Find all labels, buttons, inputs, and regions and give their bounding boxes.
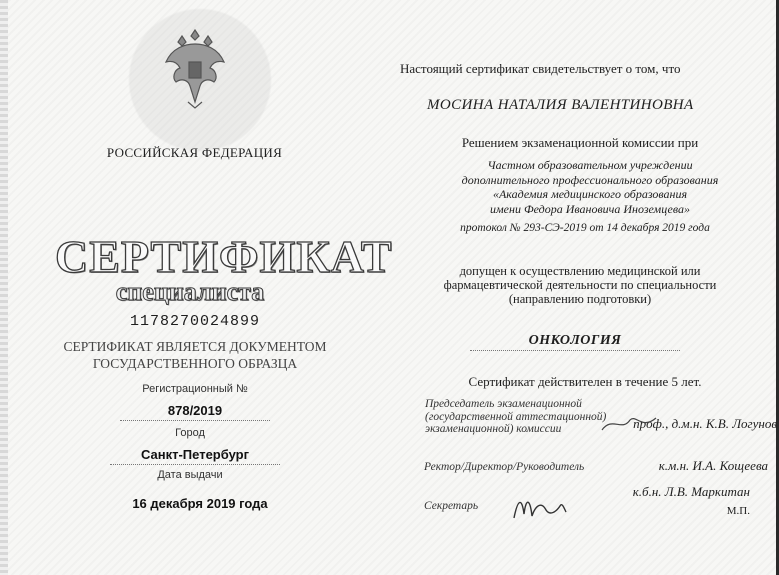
certificate-number: 1178270024899 <box>129 313 261 330</box>
date-value: 16 декабря 2019 года <box>132 496 268 511</box>
city-value: Санкт-Петербург <box>140 447 250 462</box>
city-underline <box>110 464 280 465</box>
reg-value: 878/2019 <box>167 403 223 418</box>
admit-line: фармацевтической деятельности по специальности <box>443 278 717 292</box>
organization-block <box>445 158 735 216</box>
validity-text: Сертификат действителен в течение 5 лет. <box>468 374 702 389</box>
document-note: СЕРТИФИКАТ ЯВЛЯЕТСЯ ДОКУМЕНТОМ ГОСУДАРСТВЕННОГО ОБРАЗЦА <box>63 339 327 371</box>
reg-underline <box>120 420 270 421</box>
coat-of-arms-icon <box>160 22 230 112</box>
certificate-subtitle: специалиста <box>115 277 265 306</box>
specialty-underline <box>470 350 680 351</box>
rector-label: Ректор/Директор/Руководитель <box>424 461 585 473</box>
city-label: Город <box>175 427 205 439</box>
chair-line: (государственной аттестационной) <box>425 410 607 423</box>
date-label: Дата выдачи <box>157 469 223 481</box>
protocol-text: протокол № 293-СЭ-2019 от 14 декабря 2019 года <box>460 222 710 234</box>
secretary-label: Секретарь <box>424 500 479 512</box>
intro-text: Настоящий сертификат свидетельствует о том, что <box>400 61 681 76</box>
decorative-border <box>0 0 8 575</box>
certificate-title: СЕРТИФИКАТ <box>55 231 393 282</box>
org-line: имени Федора Ивановича Иноземцева» <box>490 201 690 216</box>
chair-line: экзаменационной) комиссии <box>425 423 562 435</box>
secretary-signature-icon <box>510 492 570 524</box>
stamp-mark: М.П. <box>726 505 750 517</box>
org-line: «Академия медицинского образования <box>492 187 688 201</box>
reg-label: Регистрационный № <box>142 383 248 395</box>
admission-block <box>420 264 740 306</box>
admit-line: допущен к осуществлению медицинской или <box>459 264 701 278</box>
specialty: ОНКОЛОГИЯ <box>528 333 622 348</box>
chair-line: Председатель экзаменационной <box>425 398 582 410</box>
secretary-name: к.б.н. Л.В. Маркитан <box>632 484 750 499</box>
decision-text: Решением экзаменационной комиссии при <box>461 135 699 150</box>
country-title: РОССИЙСКАЯ ФЕДЕРАЦИЯ <box>106 145 283 160</box>
holder-name: МОСИНА НАТАЛИЯ ВАЛЕНТИНОВНА <box>427 97 694 113</box>
rector-name: к.м.н. И.А. Кощеева <box>658 458 768 473</box>
chair-name: проф., д.м.н. К.В. Логунов <box>633 416 777 431</box>
chair-signature-icon <box>600 412 660 436</box>
admit-line: (направлению подготовки) <box>508 292 652 306</box>
org-line: Частном образовательном учреждении <box>487 158 693 172</box>
org-line: дополнительного профессионального образования <box>461 172 719 187</box>
